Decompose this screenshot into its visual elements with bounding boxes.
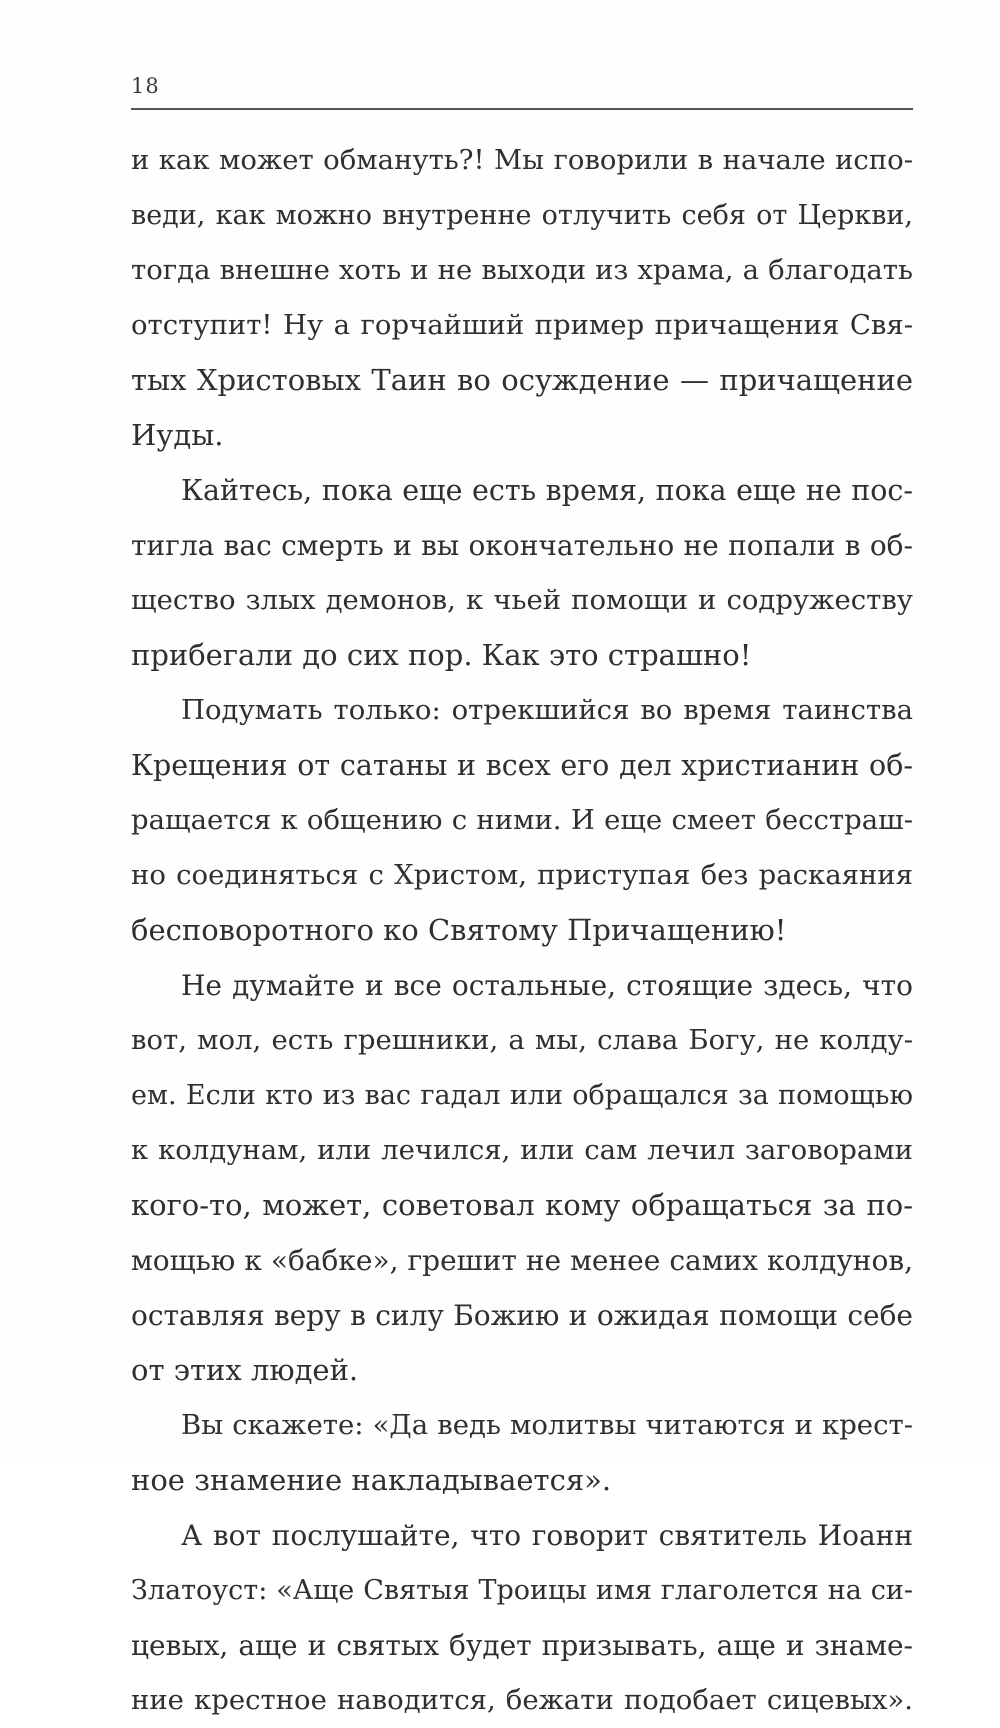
page-number: 18 — [131, 74, 160, 98]
text-line: тогда внешне хоть и не выходи из храма, а благодать — [131, 254, 913, 286]
text-line: цевых, аще и святых будет призывать, аще и знаме- — [131, 1629, 913, 1662]
text-line: тых Христовых Таин во осуждение — причащение — [131, 363, 913, 397]
text-line: ное знамение накладывается». — [131, 1463, 612, 1497]
body-text — [131, 133, 913, 1728]
text-line: к колдунам, или лечился, или сам лечил заговорами — [131, 1134, 913, 1166]
text-line: Вы скажете: «Да ведь молитвы читаются и крест- — [181, 1409, 913, 1441]
text-line: но соединяться с Христом, приступая без раскаяния — [131, 859, 913, 891]
text-line: ем. Если кто из вас гадал или обращался за помощью — [131, 1080, 913, 1111]
text-line: и как может обмануть?! Мы говорили в начале испо- — [131, 144, 913, 176]
text-line: А вот послушайте, что говорит святитель Иоанн — [181, 1519, 913, 1552]
text-line: Крещения от сатаны и всех его дел христианин об- — [131, 749, 913, 782]
text-line: щество злых демонов, к чьей помощи и содружеству — [131, 584, 913, 616]
text-line: тигла вас смерть и вы окончательно не попали в об- — [131, 529, 913, 562]
text-line: ние крестное наводится, бежати подобает сицевых». — [131, 1684, 913, 1716]
text-line: Подумать только: отрекшийся во время таинства — [181, 694, 913, 726]
text-line: отступит! Ну а горчайший пример причащения Свя- — [131, 309, 913, 341]
text-line: прибегали до сих пор. Как это страшно! — [131, 638, 752, 672]
header-rule — [131, 108, 913, 110]
text-line: оставляя веру в силу Божию и ожидая помощи себе — [131, 1299, 913, 1332]
text-line: Златоуст: «Аще Святыя Троицы имя глаголется на си- — [131, 1575, 913, 1606]
text-line: от этих людей. — [131, 1353, 359, 1387]
text-line: веди, как можно внутренне отлучить себя от Церкви, — [131, 200, 913, 231]
text-line: кого-то, может, советовал кому обращаться за по- — [131, 1188, 913, 1222]
text-line: Не думайте и все остальные, стоящие здесь, что — [181, 969, 913, 1002]
text-line: Иуды. — [131, 418, 224, 452]
text-line: Кайтесь, пока еще есть время, пока еще не пос- — [181, 474, 913, 507]
text-line: мощью к «бабке», грешит не менее самих колдунов, — [131, 1244, 913, 1277]
text-line: ращается к общению с ними. И еще смеет бесстраш- — [131, 804, 913, 836]
text-line: бесповоротного ко Святому Причащению! — [131, 913, 787, 947]
text-line: вот, мол, есть грешники, а мы, слава Богу, не колду- — [131, 1024, 913, 1056]
